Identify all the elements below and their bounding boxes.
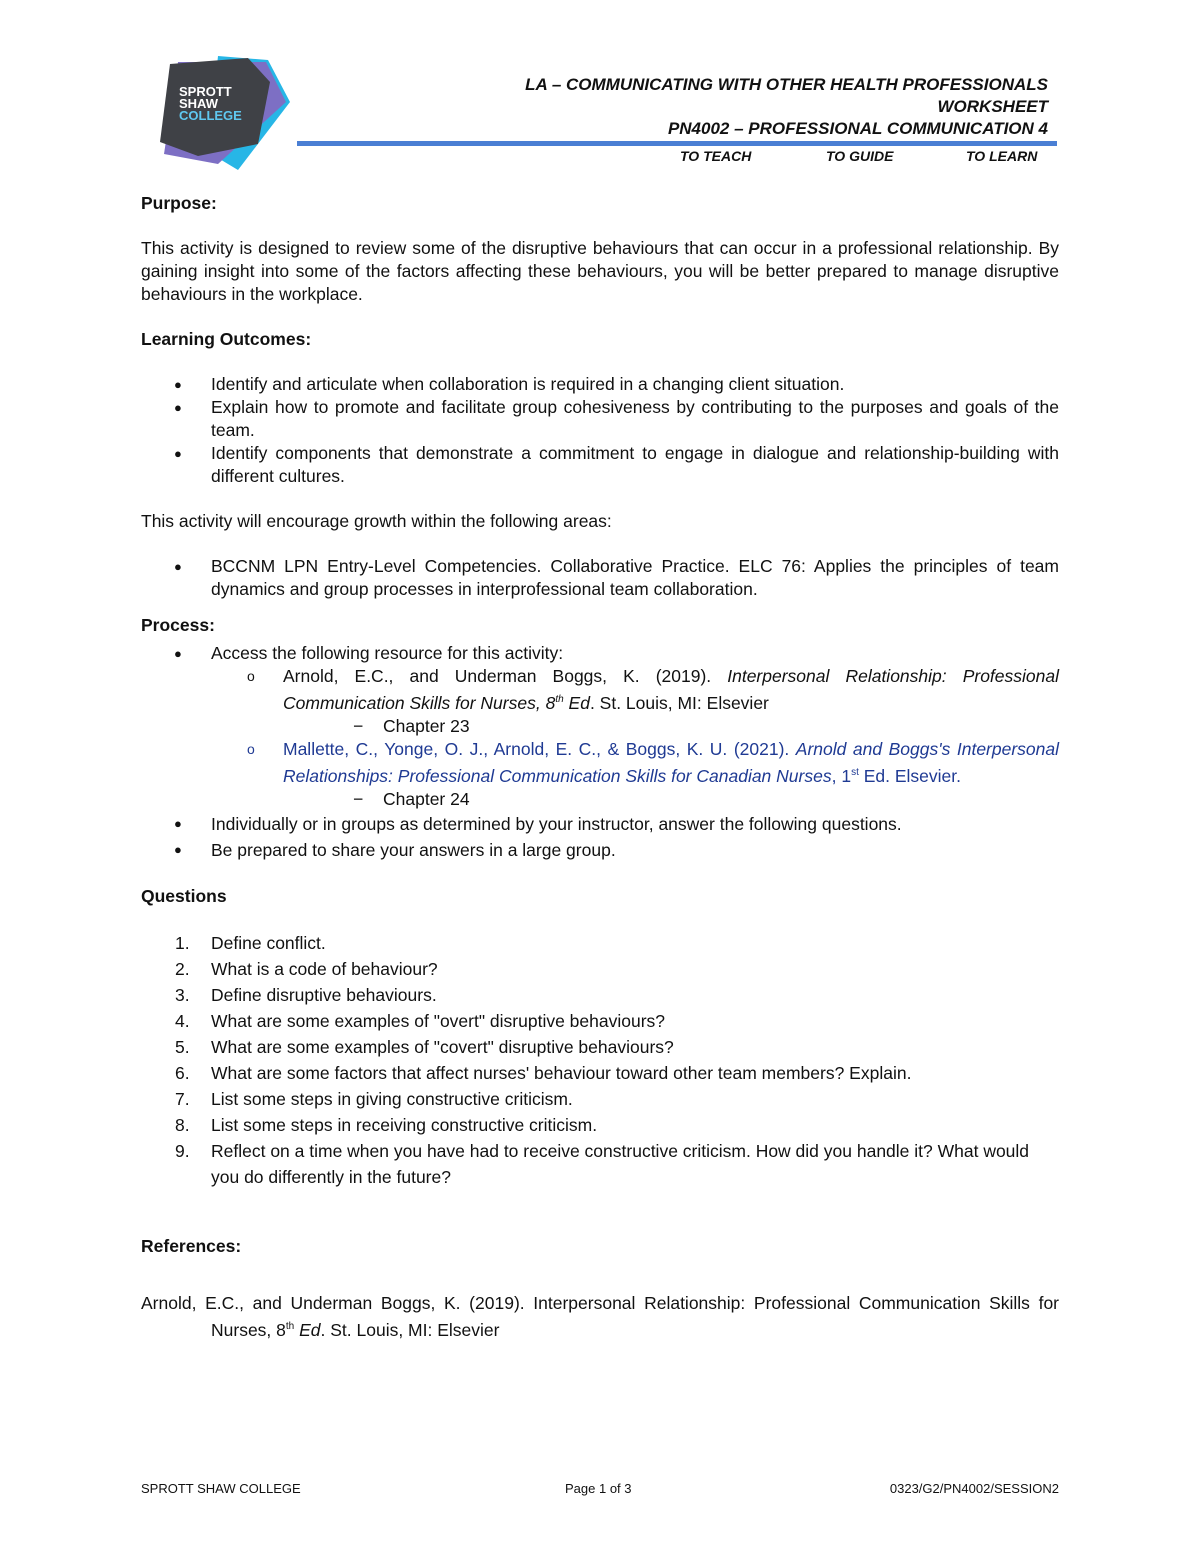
question-text: What are some examples of "overt" disruptive behaviours? (211, 1010, 666, 1031)
question-item (141, 1060, 1059, 1086)
question-item (141, 1112, 1059, 1138)
chapter-23-label: Chapter 23 (383, 715, 470, 736)
question-item (141, 1086, 1059, 1112)
question-item (141, 930, 1059, 956)
dash-icon: − (353, 788, 364, 809)
resource-item-2 (211, 738, 1059, 788)
resource-1-sup: th (555, 694, 564, 705)
reference-1-publisher: . St. Louis, MI: Elsevier (320, 1319, 500, 1340)
question-text: List some steps in giving constructive criticism. (211, 1088, 573, 1109)
list-item: ● Identify and articulate when collaboration is required in a changing client situation. (141, 373, 1059, 396)
question-text: List some steps in receiving constructive criticism. (211, 1114, 598, 1135)
question-text: What is a code of behaviour? (211, 958, 438, 979)
list-item: ● Individually or in groups as determined by your instructor, answer the following questions. (141, 811, 1059, 837)
footer-page-number: Page 1 of 3 (565, 1481, 632, 1496)
footer-left: SPROTT SHAW COLLEGE (141, 1481, 301, 1496)
title-line-3: PN4002 – PROFESSIONAL COMMUNICATION 4 (667, 119, 1048, 138)
question-number: 7. (175, 1088, 190, 1109)
resource-2-publisher: Ed. Elsevier. (858, 765, 961, 786)
outcomes-list (141, 373, 1059, 488)
title-line-2: WORKSHEET (937, 97, 1048, 116)
question-text: Define disruptive behaviours. (211, 984, 437, 1005)
header-rule (297, 141, 1057, 146)
growth-intro: This activity will encourage growth within the following areas: (141, 511, 612, 531)
process-list (141, 642, 1059, 665)
footer-right: 0323/G2/PN4002/SESSION2 (889, 1481, 1059, 1496)
question-number: 5. (175, 1036, 190, 1057)
worksheet-body (141, 192, 1059, 1341)
resource-1-authors: Arnold, E.C., and Underman Boggs, K. (2019). (283, 666, 728, 686)
purpose-text: This activity is designed to review some of the disruptive behaviours that can occur in a professional relationship. By gaining insight into some of the factors affecting these behaviours, you will be better prepared to manage disruptive behaviours in the workplace. (141, 238, 1059, 304)
resource-2-sup: st (851, 766, 859, 778)
chapter-24-label: Chapter 24 (383, 788, 470, 809)
resource-item-1 (211, 665, 1059, 715)
question-number: 8. (175, 1114, 190, 1135)
references-heading: References: (141, 1235, 242, 1256)
question-number: 2. (175, 958, 190, 979)
list-item: ● Identify components that demonstrate a commitment to engage in dialogue and relationship-building with different cultures. (141, 442, 1059, 488)
question-item (141, 1138, 1059, 1190)
reference-1-text: Arnold, E.C., and Underman Boggs, K. (2019). Interpersonal Relationship: Professional Communication Skills for Nurses, 8 (141, 1292, 1059, 1340)
question-text: What are some examples of "covert" disruptive behaviours? (211, 1036, 674, 1057)
logo-text-3: COLLEGE (179, 108, 242, 123)
reference-1 (141, 1292, 1059, 1342)
tagline-teach: TO TEACH (680, 148, 752, 164)
chapter-23 (141, 715, 1059, 738)
question-number: 9. (175, 1140, 190, 1161)
reference-1-ed: Ed (294, 1319, 321, 1340)
question-number: 6. (175, 1062, 190, 1083)
tagline-learn: TO LEARN (966, 148, 1038, 164)
logo-text-1: SPROTT (179, 84, 232, 99)
resource-2-edition: , 1 (831, 765, 852, 786)
question-number: 4. (175, 1010, 190, 1031)
resource-list (141, 665, 1059, 715)
question-item (141, 956, 1059, 982)
question-text: What are some factors that affect nurses' behaviour toward other team members? Explain. (211, 1062, 912, 1083)
question-number: 1. (175, 932, 190, 953)
process-heading: Process: (141, 615, 215, 635)
questions-heading: Questions (141, 885, 227, 906)
resource-2-title: Arnold and Boggs's Interpersonal Relationships: Professional Communication Skills for Canadian Nurses (283, 738, 1060, 786)
list-item: ● Explain how to promote and facilitate group cohesiveness by contributing to the purposes and goals of the team. (141, 396, 1059, 442)
questions-list (141, 930, 1059, 1190)
title-line-1: LA – COMMUNICATING WITH OTHER HEALTH PROFESSIONALS (525, 75, 1048, 94)
sprott-shaw-college-logo (158, 52, 290, 170)
tagline-guide: TO GUIDE (826, 148, 894, 164)
chapter-24 (141, 788, 1059, 811)
process-list-2 (141, 811, 1059, 863)
list-item: ● Be prepared to share your answers in a large group. (141, 837, 1059, 863)
resource-1-title: Interpersonal Relationship: Professional Communication Skills for Nurses, 8 (283, 666, 1060, 713)
question-text: Reflect on a time when you have had to receive constructive criticism. How did you handle it? What would you do differently in the future? (211, 1140, 1030, 1187)
resource-1-publisher: . St. Louis, MI: Elsevier (589, 692, 769, 713)
reference-1-sup: th (285, 1320, 295, 1332)
question-item (141, 982, 1059, 1008)
resource-2-authors: Mallette, C., Yonge, O. J., Arnold, E. C., & Boggs, K. U. (2021). (283, 738, 796, 759)
growth-list (141, 555, 1059, 601)
list-item: ● BCCNM LPN Entry-Level Competencies. Collaborative Practice. ELC 76: Applies the principles of team dynamics and group processes in interprofessional team collaboration. (141, 555, 1059, 601)
outcomes-heading: Learning Outcomes: (141, 329, 312, 349)
logo-text-2: SHAW (179, 96, 218, 111)
purpose-heading: Purpose: (141, 193, 217, 213)
question-number: 3. (175, 984, 190, 1005)
document-title (525, 74, 1048, 140)
resource-1-ed: Ed (563, 692, 590, 713)
question-item (141, 1034, 1059, 1060)
question-text: Define conflict. (211, 932, 326, 953)
question-item (141, 1008, 1059, 1034)
resource-list-2 (141, 738, 1059, 788)
process-item-1: Access the following resource for this activity: (211, 643, 564, 663)
dash-icon: − (353, 715, 364, 736)
list-item (141, 642, 1059, 665)
